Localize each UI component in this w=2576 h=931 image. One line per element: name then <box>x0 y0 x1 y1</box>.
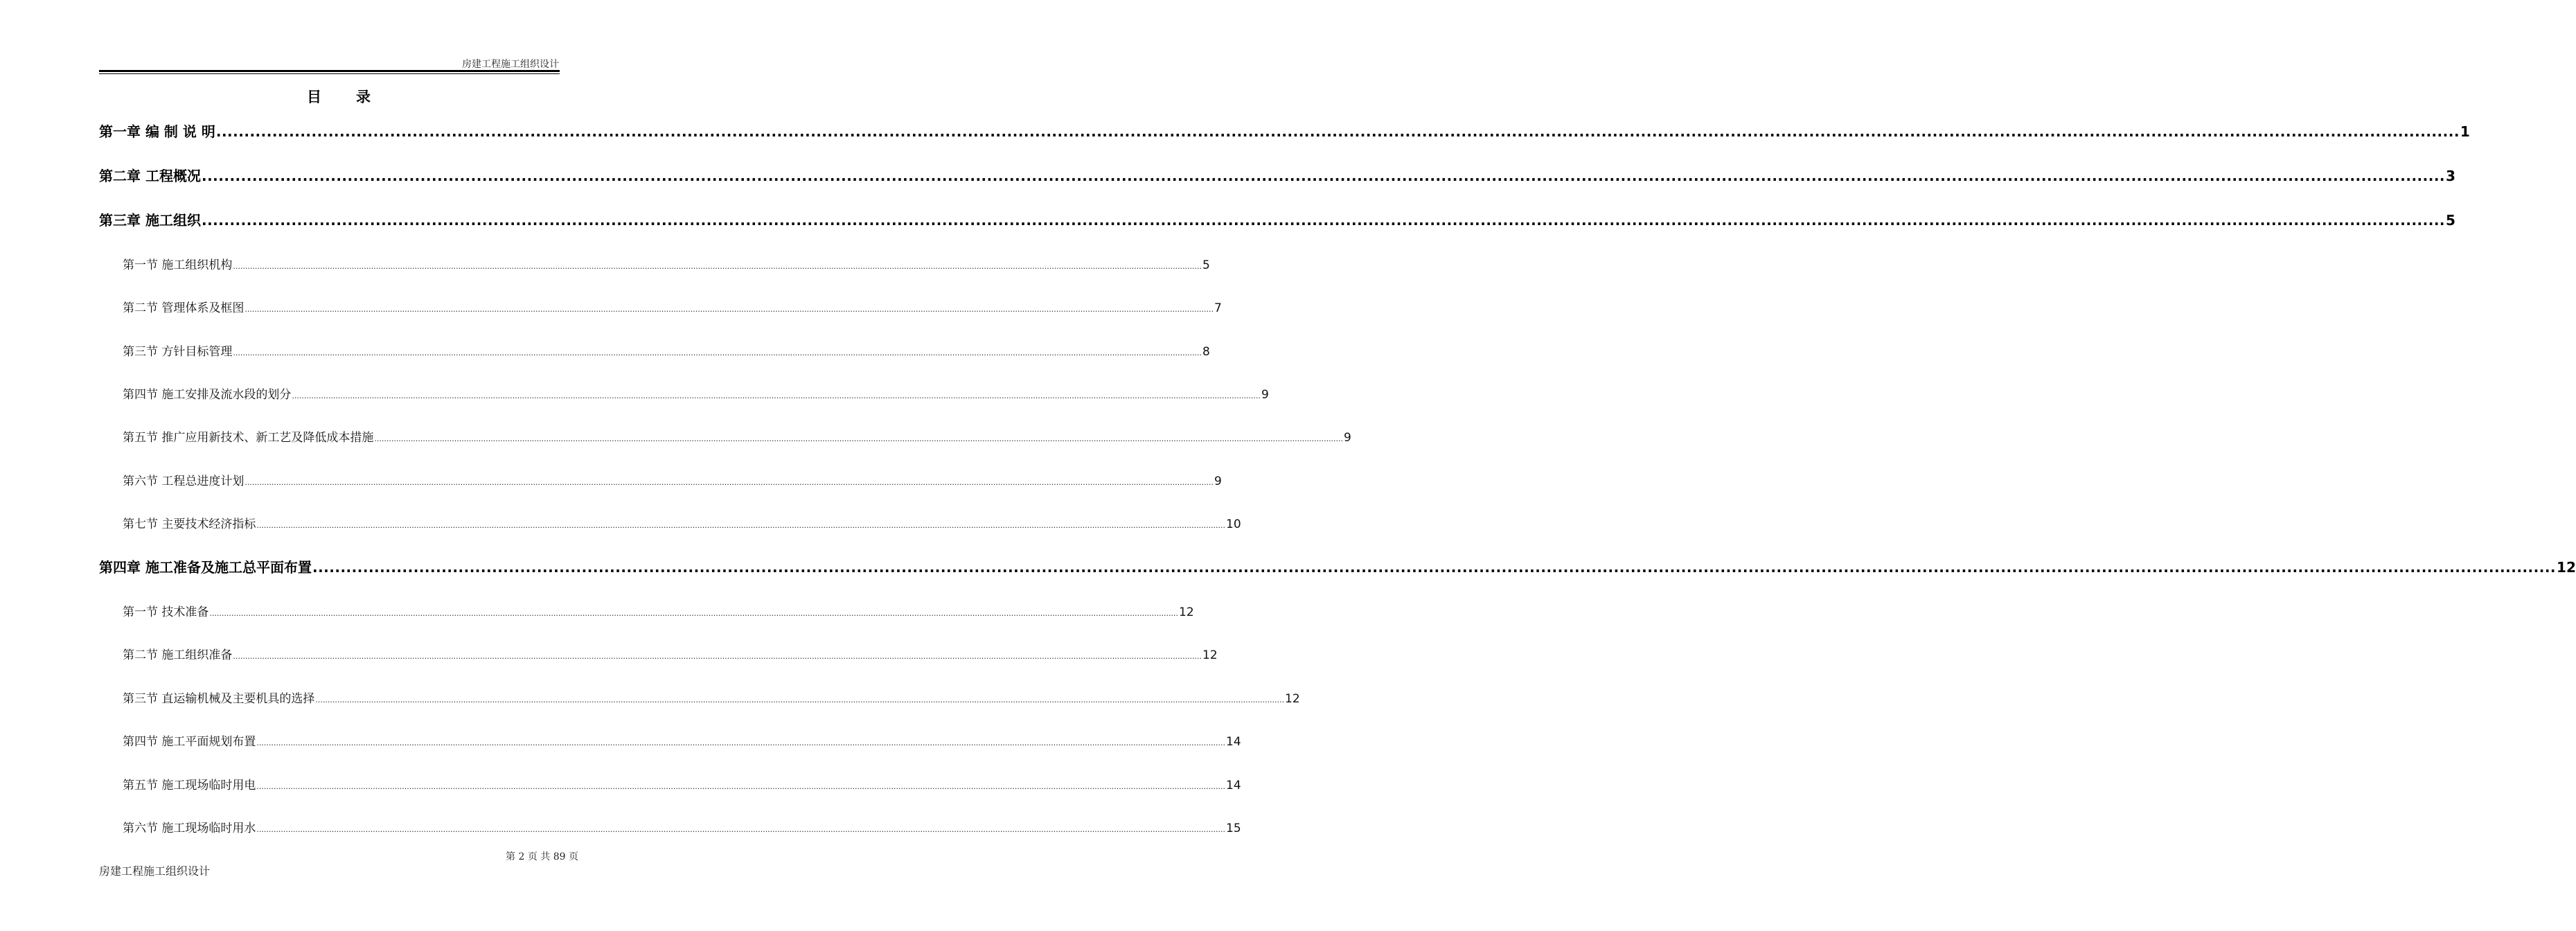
toc-leader-dots: ................................................................................................................................................................................................................................................................................................................................................................................................................ <box>233 652 1202 661</box>
toc-entry-page: 1 <box>2460 123 2470 140</box>
toc-entry-page: 10 <box>1226 517 1241 531</box>
toc-section-entry[interactable] <box>123 514 1241 531</box>
toc-entry-page: 14 <box>1226 735 1241 749</box>
toc-entry-label: 第三章 施工组织 <box>99 212 201 229</box>
toc-leader-dots: ................................................................................................................................................................................................................................................................................................................................................................................................................ <box>233 262 1202 271</box>
toc-entry-label: 第六节 工程总进度计划 <box>123 475 245 488</box>
toc-leader-dots: ................................................................................................................................................................................................................................................................................................................................................................................................................ <box>256 738 1226 747</box>
toc-title-right: 录 <box>356 89 372 105</box>
toc-section-entry[interactable] <box>123 602 1194 619</box>
toc-section-entry[interactable] <box>123 732 1241 749</box>
toc-leader-dots: ................................................................................................................................................................................................................................................................................................................................................................................................................ <box>256 825 1226 834</box>
toc-section-entry[interactable] <box>123 342 1210 359</box>
toc-leader-dots: ................................................................................................................................................................................................................................................................................................................................................................................................................ <box>292 391 1261 400</box>
toc-entry-page: 9 <box>1344 431 1351 445</box>
toc-entry-label: 第一章 编 制 说 明 <box>99 123 215 140</box>
toc-leader-dots: ................................................................................................................................................................................................................................................................................................................................................................................................................ <box>245 305 1214 314</box>
toc-section-entry[interactable] <box>123 427 1351 445</box>
toc-leader-dots: ................................................................................................................................................................................................................................................................................................................................................................................................................ <box>245 478 1214 487</box>
toc-section-entry[interactable] <box>123 775 1241 792</box>
toc-section-entry[interactable] <box>123 384 1269 402</box>
toc-entry-page: 12 <box>1179 605 1194 619</box>
toc-chapter-entry[interactable] <box>99 121 2470 141</box>
toc-leader-dots: ................................................................................................................................................................................................................................................................................................................................................................................................................ <box>233 348 1202 357</box>
toc-leader-dots: ................................................................................................................................................................................................................................................................................................................................................................................................................ <box>209 609 1179 618</box>
toc-section-entry[interactable] <box>123 298 1222 315</box>
toc-entry-label: 第四章 施工准备及施工总平面布置 <box>99 559 312 576</box>
page-number: 第 2 页 共 89 页 <box>506 851 578 862</box>
toc-chapter-entry[interactable] <box>99 165 2455 185</box>
toc-entry-label: 第一节 施工组织机构 <box>123 258 233 272</box>
toc-entry-label: 第四节 施工安排及流水段的划分 <box>123 388 292 402</box>
footer-title: 房建工程施工组织设计 <box>99 864 211 878</box>
toc-entry-label: 第七节 主要技术经济指标 <box>123 517 256 531</box>
toc-entry-page: 8 <box>1202 345 1210 359</box>
header-rule-thin <box>99 73 560 74</box>
toc-leader-dots: ................................................................................................................................................................................................................................................................................................................................................................................................................ <box>256 782 1226 791</box>
toc-leader-dots: ................................................................................................................................................................................................................................................................................................................................................................................................................ <box>201 168 2446 184</box>
toc-leader-dots: ................................................................................................................................................................................................................................................................................................................................................................................................................ <box>315 695 1285 704</box>
toc-entry-page: 5 <box>1202 258 1210 272</box>
header-rule-thick <box>99 70 560 72</box>
toc-leader-dots: ................................................................................................................................................................................................................................................................................................................................................................................................................ <box>374 434 1344 443</box>
toc-entry-label: 第三节 直运输机械及主要机具的选择 <box>123 692 315 706</box>
toc-entry-label: 第五节 推广应用新技术、新工艺及降低成本措施 <box>123 431 374 445</box>
toc-chapter-entry[interactable] <box>99 209 2455 229</box>
toc-chapter-entry[interactable] <box>99 556 2576 576</box>
toc-entry-page: 12 <box>2557 559 2576 576</box>
toc-entry-page: 5 <box>2446 212 2455 229</box>
toc-title <box>0 86 679 107</box>
toc-section-entry[interactable] <box>123 689 1300 706</box>
toc-title-left: 目 <box>307 89 323 105</box>
toc-entry-page: 14 <box>1226 779 1241 792</box>
toc-entry-label: 第一节 技术准备 <box>123 605 209 619</box>
toc-leader-dots: ................................................................................................................................................................................................................................................................................................................................................................................................................ <box>312 559 2557 576</box>
toc-entry-label: 第二节 管理体系及框图 <box>123 301 245 315</box>
toc-entry-label: 第二节 施工组织准备 <box>123 648 233 662</box>
toc-entry-page: 12 <box>1285 692 1300 706</box>
toc-entry-label: 第五节 施工现场临时用电 <box>123 779 256 792</box>
toc-leader-dots: ................................................................................................................................................................................................................................................................................................................................................................................................................ <box>215 123 2460 140</box>
toc-entry-page: 7 <box>1214 301 1222 315</box>
toc-entry-page: 3 <box>2446 168 2455 184</box>
toc-section-entry[interactable] <box>123 818 1241 835</box>
toc-entry-page: 9 <box>1261 388 1269 402</box>
toc-entry-label: 第二章 工程概况 <box>99 168 201 184</box>
toc-leader-dots: ................................................................................................................................................................................................................................................................................................................................................................................................................ <box>256 521 1226 530</box>
toc-entry-page: 15 <box>1226 822 1241 835</box>
toc-section-entry[interactable] <box>123 471 1222 488</box>
toc-section-entry[interactable] <box>123 255 1210 272</box>
toc-entry-page: 9 <box>1214 475 1222 488</box>
toc-entry-page: 12 <box>1202 648 1218 662</box>
running-header: 房建工程施工组织设计 <box>462 59 559 70</box>
toc-section-entry[interactable] <box>123 645 1218 662</box>
toc-entry-label: 第三节 方针目标管理 <box>123 345 233 359</box>
toc-leader-dots: ................................................................................................................................................................................................................................................................................................................................................................................................................ <box>201 212 2446 229</box>
toc-entry-label: 第四节 施工平面规划布置 <box>123 735 256 749</box>
toc-entry-label: 第六节 施工现场临时用水 <box>123 822 256 835</box>
